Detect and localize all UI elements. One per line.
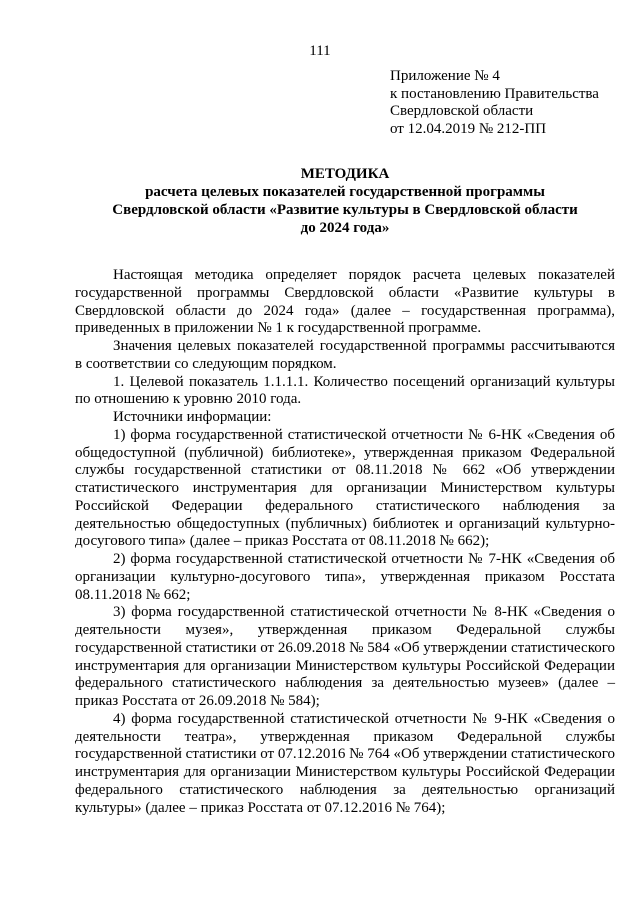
paragraph: 1. Целевой показатель 1.1.1.1. Количество посещений организаций культуры по отношению к уровню 2010 года. xyxy=(75,373,615,408)
heading-line: Свердловской области «Развитие культуры в Свердловской области xyxy=(112,202,578,218)
heading-line: расчета целевых показателей государственной программы xyxy=(145,184,545,200)
appendix-line: от 12.04.2019 № 212-ПП xyxy=(390,120,547,137)
appendix-line: к постановлению Правительства xyxy=(390,85,599,102)
appendix-line: Свердловской области xyxy=(390,103,534,120)
document-body xyxy=(75,267,615,817)
paragraph: Настоящая методика определяет порядок расчета целевых показателей государственной программы Свердловской области «Развитие культуры в Свердловской области до 2024 года» (далее – государственная программа), приведенных в приложении № 1 к государственной программе. xyxy=(75,267,615,337)
page-number: 111 xyxy=(309,43,331,59)
paragraph: 4) форма государственной статистической отчетности № 9-НК «Сведения о деятельности театра», утвержденная приказом Федеральной службы государственной статистики от 07.12.2016 № 764 «Об утверждении статистического инструментария для организации Министерством культуры Российской Федерации федерального статистического наблюдения за деятельностью организаций культуры» (далее – приказ Росстата от 07.12.2016 № 764); xyxy=(75,710,615,816)
paragraph: Источники информации: xyxy=(113,409,272,425)
appendix-reference xyxy=(390,68,640,138)
appendix-line: Приложение № 4 xyxy=(390,68,500,84)
heading-line: до 2024 года» xyxy=(300,220,390,236)
paragraph: 3) форма государственной статистической отчетности № 8-НК «Сведения о деятельности музея», утвержденная приказом Федеральной службы государственной статистики от 26.09.2018 № 584 «Об утверждении статистического инструментария для организации Министерством культуры Российской Федерации федерального статистического наблюдения за деятельностью музеев» (далее – приказ Росстата от 26.09.2018 № 584); xyxy=(75,604,615,709)
paragraph: 1) форма государственной статистической отчетности № 6-НК «Сведения об общедоступной (публичной) библиотеке», утвержденная приказом Федеральной службы государственной статистики от 08.11.2018 № 662 «Об утверждении статистического инструментария для организации Министерством культуры Российской Федерации федерального статистического наблюдения за деятельностью общедоступных (публичных) библиотек и организаций культурно-досугового типа» (далее – приказ Росстата от 08.11.2018 № 662); xyxy=(75,426,615,550)
paragraph: Значения целевых показателей государственной программы рассчитываются в соответствии со следующим порядком. xyxy=(75,338,615,372)
document-heading xyxy=(75,165,615,237)
paragraph: 2) форма государственной статистической отчетности № 7-НК «Сведения об организации культурно-досугового типа», утвержденная приказом Росстата 08.11.2018 № 662; xyxy=(75,551,615,603)
document-title: МЕТОДИКА xyxy=(300,166,390,182)
